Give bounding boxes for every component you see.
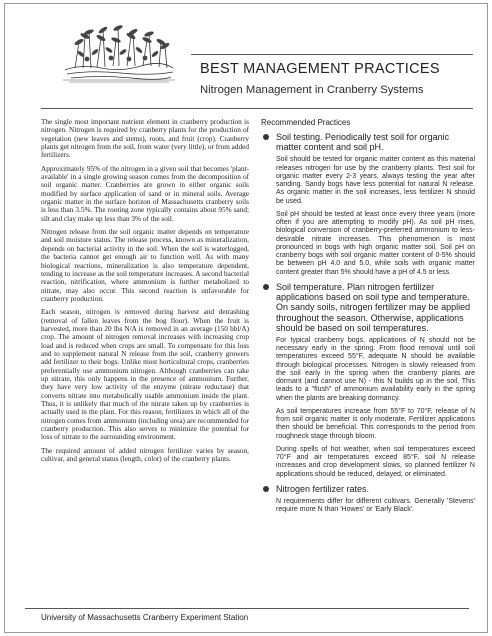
bullet-icon [263, 486, 269, 492]
bullet-icon [263, 284, 269, 290]
cranberry-plant-illustration [61, 12, 177, 84]
practice-fertilizer-rates [261, 484, 475, 494]
practice-soil-temperature [261, 282, 475, 333]
practice-paragraph: Soil pH should be tested at least once every three years (more often if you are attempting to modify pH). As soil pH rises, biological conversion of cranberry-preferred ammonium to less-desirable nitrate increases. This phenomenon is most pronounced in bogs with high organic matter soil. Soil pH on cranberry bogs with soil organic matter content of 0-5% should be between pH 4.0 and 5.0, while soils with organic matter content greater than 5% should have a pH of 4.5 or less. [276, 210, 475, 276]
document-page [4, 3, 488, 633]
intro-paragraph: The required amount of added nitrogen fertilizer varies by season, cultivar, and general status (length, color) of the cranberry plants. [41, 446, 249, 464]
practice-paragraph: For typical cranberry bogs, applications of N should not be necessary early in the spring. From flood removal until soil temperatures exceed 55°F, adequate N should be available through biological processes. Nitrogen is slowly released from the soil early in the spring when the cranberry plants are dormant (and cannot use N) - this N builds up in the soil. This leads to a "flush" of ammonium availability early in the spring when the plants are breaking dormancy. [276, 336, 475, 402]
page-subtitle: Nitrogen Management in Cranberry Systems [200, 84, 424, 96]
intro-column [41, 118, 249, 468]
footer-rule [25, 608, 469, 609]
header-rule-bottom [41, 108, 473, 109]
recommended-practices-heading: Recommended Practices [261, 118, 351, 127]
page-title: BEST MANAGEMENT PRACTICES [200, 61, 440, 77]
practice-title: Soil temperature. Plan nitrogen fertilizer applications based on soil type and temperature. On sandy soils, nitrogen fertilizer may be applied throughout the season. Otherwise, applications should be based on soil temperatures. [276, 281, 471, 333]
intro-paragraph: Each season, nitrogen is removed during harvest and detrashing (removal of fallen leaves from the bog floor). When the fruit is harvested, more than 20 lbs N/A is removed in an average (150 bbl/A) crop. The amount of nitrogen removal increases with increasing crop load and is reduced when crops are small. To compensate for this loss and to supplement natural N release from the soil, cranberry growers add fertilizer to their bogs. Unlike most horticultural crops, cranberries preferentially use ammonium nitrogen. Although cranberries can take up nitrate, this only happens in the presence of ammonium. Further, they have very low activity of the enzyme (nitrate reductase) that converts nitrate into metabolically usable ammonium inside the plant. Thus, it is unlikely that much of the nitrate taken up by cranberries is actually used in the plant. For this reason, fertilizers in which all of the nitrogen comes from ammonium (including urea) are recommended for cranberry production. This also serves to minimize the potential for loss of nitrate to the surrounding environment. [41, 308, 249, 442]
intro-paragraph: The single most important nutrient element in cranberry production is nitrogen. Nitrogen is required by cranberry plants for the production of vegetation (new leaves and stems), roots, and fruit (crop). Cranberry plants get nitrogen from the soil, from water (very little), or from added fertilizers. [41, 118, 249, 160]
recommendations-column [261, 118, 475, 520]
intro-paragraph: Nitrogen release from the soil organic matter depends on temperature and soil moisture status. The release process, known as mineralization, depends on bacterial activity in the soil. When the soil is waterlogged, the bacteria cannot get enough air to function well. As with many biological reactions, mineralization is also temperature dependent, tending to increase as the soil temperature increases. A second bacterial reaction, nitrification, where ammonium is further metabolized to nitrate, may also occur. This second reaction is unfavorable for cranberry production. [41, 228, 249, 303]
practice-paragraph: During spells of hot weather, when soil temperatures exceed 70°F and air temperatures exceed 85°F, soil N release increases and crop development slows, so planned fertilizer N applications should be reduced, delayed, or eliminated. [276, 445, 475, 478]
header-rule-top [191, 54, 473, 55]
practice-paragraph: N requirements differ for different cultivars. Generally 'Stevens' require more N than 'Howes' or 'Early Black'. [276, 498, 475, 514]
practice-paragraph: Soil should be tested for organic matter content as this material releases nitrogen for use by the cranberry plants. Test soil for organic matter every 2-3 years, always testing the year after sanding. Sandy bogs have less potential for natural N release. As organic matter in the soil increases, less fertilizer N should be used. [276, 156, 475, 205]
practice-paragraph: As soil temperatures increase from 55°F to 70°F, release of N from soil organic matter is only moderate. Fertilizer applications then should be beneficial. This corresponds to the period from roughneck stage through bloom. [276, 407, 475, 440]
footer-text: University of Massachusetts Cranberry Experiment Station [41, 613, 249, 622]
practice-title: Nitrogen fertilizer rates. [276, 483, 370, 494]
intro-paragraph: Approximately 95% of the nitrogen in a given soil that becomes 'plant-available' in a single growing season comes from the decomposition of soil organic matter. Cranberries are grown in either organic soils modified by surface application of sand or in mineral soils. Average organic matter in the surface horizon of Massachusetts cranberry soils is less than 3.5%. The rooting zone typically contains about 95% sand; silt and clay make up less than 3% of the soil. [41, 164, 249, 223]
bullet-icon [263, 134, 269, 140]
practice-soil-testing [261, 132, 475, 152]
practice-title: Soil testing. Periodically test soil for organic matter content and soil pH. [276, 132, 450, 153]
